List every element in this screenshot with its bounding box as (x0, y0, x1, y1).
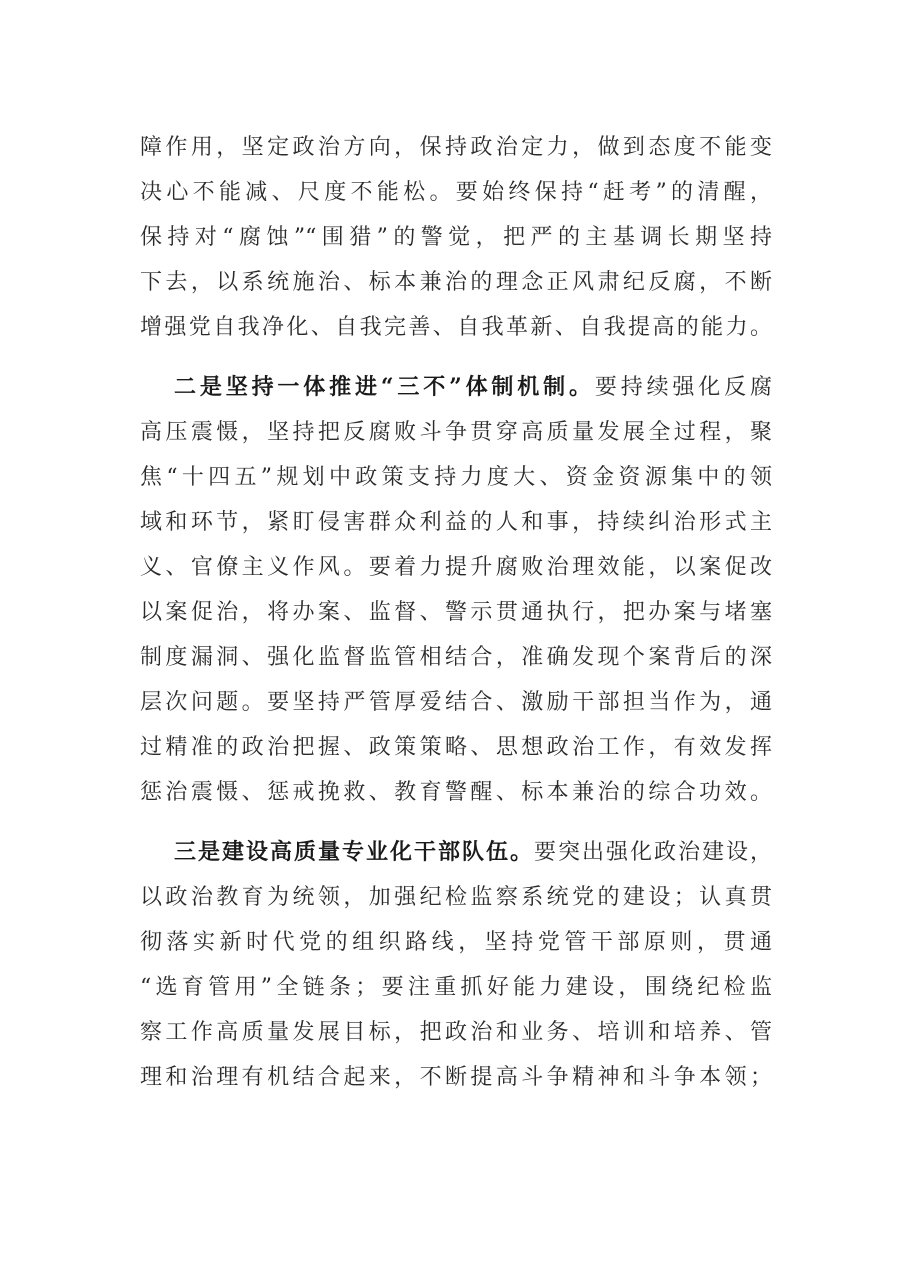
text-line: 制度漏洞、强化监督监管相结合，准确发现个案背后的深 (140, 645, 772, 670)
paragraph-heading: 三是建设高质量专业化干部队伍。 (174, 839, 534, 865)
text-run: 要突出强化政治建设， (533, 840, 772, 865)
text-line: 过精准的政治把握、政策策略、思想政治工作，有效发挥 (140, 735, 772, 760)
text-line: 域和环节，紧盯侵害群众利益的人和事，持续纠治形式主 (140, 510, 772, 535)
paragraph-heading: 二是坚持一体推进“三不”体制机制。 (174, 374, 595, 400)
text-line: 增强党自我净化、自我完善、自我革新、自我提高的能力。 (140, 315, 772, 340)
text-line: 理和治理有机结合起来，不断提高斗争精神和斗争本领； (140, 1065, 772, 1090)
text-line: 保持对“腐蚀”“围猎”的警觉，把严的主基调长期坚持 (140, 225, 772, 250)
text-line (140, 830, 772, 875)
paragraph-1 (140, 125, 772, 350)
text-line: 决心不能减、尺度不能松。要始终保持“赶考”的清醒， (140, 180, 772, 205)
document-page (140, 125, 772, 1100)
text-line: 高压震慑，坚持把反腐败斗争贯穿高质量发展全过程，聚 (140, 420, 772, 445)
paragraph-spacer (140, 815, 772, 830)
text-line: “选育管用”全链条；要注重抓好能力建设，围绕纪检监 (140, 975, 772, 1000)
text-line: 焦“十四五”规划中政策支持力度大、资金资源集中的领 (140, 465, 772, 490)
text-run: 要持续强化反腐 (594, 375, 772, 400)
text-line: 以案促治，将办案、监督、警示贯通执行，把办案与堵塞 (140, 600, 772, 625)
text-line: 惩治震慑、惩戒挽救、教育警醒、标本兼治的综合功效。 (140, 780, 772, 805)
text-line: 义、官僚主义作风。要着力提升腐败治理效能，以案促改 (140, 555, 772, 580)
paragraph-spacer (140, 350, 772, 365)
text-line: 察工作高质量发展目标，把政治和业务、培训和培养、管 (140, 1020, 772, 1045)
paragraph-2 (140, 365, 772, 815)
paragraph-3 (140, 830, 772, 1100)
text-line: 层次问题。要坚持严管厚爱结合、激励干部担当作为，通 (140, 690, 772, 715)
text-line: 彻落实新时代党的组织路线，坚持党管干部原则，贯通 (140, 930, 772, 955)
text-line (140, 365, 772, 410)
text-line: 下去，以系统施治、标本兼治的理念正风肃纪反腐，不断 (140, 270, 772, 295)
text-line: 障作用，坚定政治方向，保持政治定力，做到态度不能变 (140, 135, 772, 160)
text-line: 以政治教育为统领，加强纪检监察系统党的建设；认真贯 (140, 885, 772, 910)
